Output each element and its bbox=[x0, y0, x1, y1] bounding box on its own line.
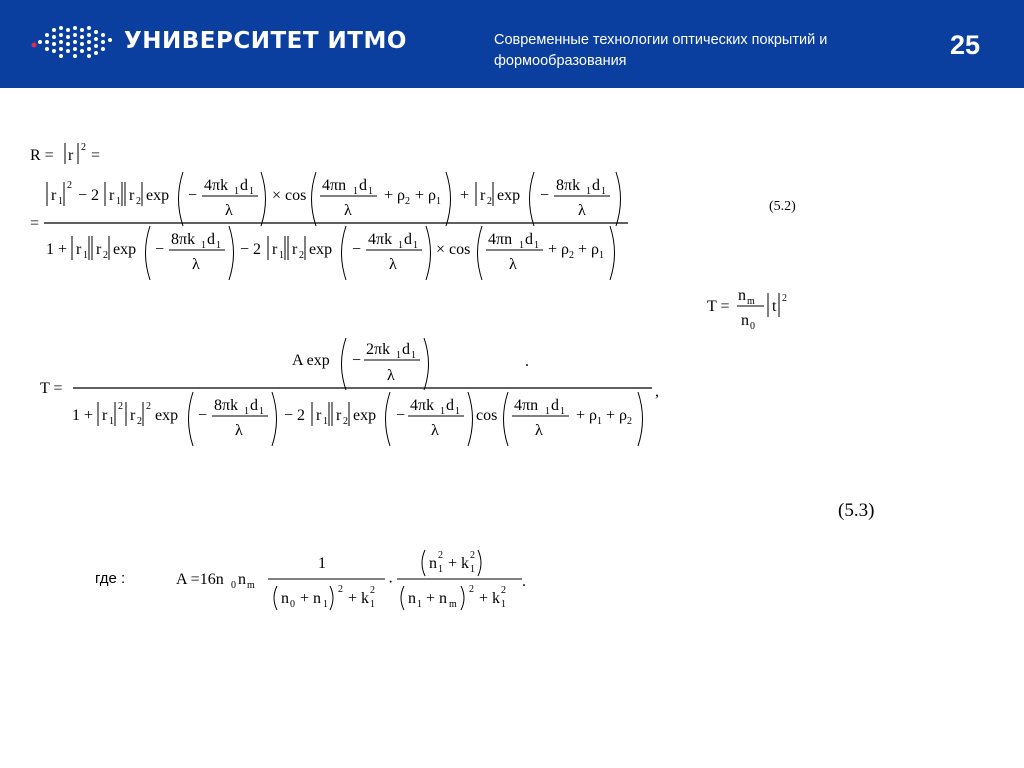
svg-text:2: 2 bbox=[501, 585, 506, 596]
svg-text:4πn: 4πn bbox=[488, 231, 513, 248]
svg-text:2: 2 bbox=[370, 585, 375, 596]
svg-text:.: . bbox=[522, 573, 526, 590]
svg-text:8πk: 8πk bbox=[214, 397, 239, 414]
svg-text:1: 1 bbox=[545, 406, 550, 417]
svg-text:λ: λ bbox=[509, 256, 517, 273]
svg-text:+ ρ: + ρ bbox=[578, 241, 600, 258]
svg-text:R =: R = bbox=[30, 147, 54, 164]
svg-text:− 2: − 2 bbox=[240, 241, 262, 258]
svg-text:2: 2 bbox=[67, 180, 72, 191]
svg-text:+ n: + n bbox=[426, 590, 448, 607]
svg-text:1: 1 bbox=[534, 240, 539, 251]
svg-text:1: 1 bbox=[109, 416, 114, 427]
svg-text:1: 1 bbox=[501, 599, 506, 610]
svg-text:+ ρ: + ρ bbox=[576, 407, 598, 424]
svg-text:2: 2 bbox=[470, 550, 475, 561]
svg-text:+ k: + k bbox=[448, 555, 470, 572]
svg-text:1: 1 bbox=[116, 196, 121, 207]
svg-text:1: 1 bbox=[398, 240, 403, 251]
svg-text:r: r bbox=[130, 407, 136, 424]
svg-text:1: 1 bbox=[586, 186, 591, 197]
svg-text:d: d bbox=[240, 177, 248, 194]
page-number: 25 bbox=[950, 30, 981, 60]
svg-text:1: 1 bbox=[519, 240, 524, 251]
svg-text:2: 2 bbox=[146, 401, 151, 412]
presentation-title-line2: формообразования bbox=[494, 53, 627, 69]
svg-text:λ: λ bbox=[578, 202, 586, 219]
svg-text:r: r bbox=[272, 241, 278, 258]
svg-text:λ: λ bbox=[235, 422, 243, 439]
svg-text:2: 2 bbox=[469, 584, 474, 595]
svg-text:2: 2 bbox=[137, 416, 142, 427]
svg-text:r: r bbox=[316, 407, 322, 424]
svg-text:d: d bbox=[404, 231, 412, 248]
svg-text:d: d bbox=[446, 397, 454, 414]
svg-text:1: 1 bbox=[323, 599, 328, 610]
svg-text:2: 2 bbox=[136, 196, 141, 207]
svg-text:.: . bbox=[525, 353, 529, 370]
svg-text:exp: exp bbox=[309, 241, 333, 258]
svg-text:−: − bbox=[155, 241, 165, 258]
svg-text:1: 1 bbox=[58, 196, 63, 207]
svg-text:1: 1 bbox=[470, 564, 475, 575]
svg-text:1: 1 bbox=[411, 350, 416, 361]
svg-text:1: 1 bbox=[417, 599, 422, 610]
svg-text:=: = bbox=[91, 147, 101, 164]
svg-text:− 2: − 2 bbox=[78, 187, 100, 204]
equation-label-5-3: (5.3) bbox=[838, 500, 875, 521]
svg-text:0: 0 bbox=[290, 599, 295, 610]
svg-text:1: 1 bbox=[244, 406, 249, 417]
svg-text:2: 2 bbox=[405, 196, 410, 207]
svg-text:4πk: 4πk bbox=[204, 177, 229, 194]
equation-label-5-2: (5.2) bbox=[769, 199, 796, 214]
svg-text:1: 1 bbox=[597, 416, 602, 427]
formula-a bbox=[176, 550, 526, 610]
svg-text:8πk: 8πk bbox=[556, 177, 581, 194]
svg-text:1: 1 bbox=[353, 186, 358, 197]
svg-text:1: 1 bbox=[438, 564, 443, 575]
svg-text:2: 2 bbox=[438, 550, 443, 561]
svg-text:1: 1 bbox=[318, 555, 326, 572]
svg-text:d: d bbox=[359, 177, 367, 194]
svg-text:−: − bbox=[352, 352, 362, 369]
svg-text:1: 1 bbox=[601, 186, 606, 197]
svg-text:−: − bbox=[540, 187, 550, 204]
svg-text:1: 1 bbox=[279, 250, 284, 261]
svg-text:A exp: A exp bbox=[292, 352, 330, 369]
svg-text:r: r bbox=[96, 241, 102, 258]
svg-text:2: 2 bbox=[118, 401, 123, 412]
svg-text:4πn: 4πn bbox=[514, 397, 539, 414]
svg-text:r: r bbox=[102, 407, 108, 424]
svg-text:1: 1 bbox=[368, 186, 373, 197]
svg-text:1: 1 bbox=[370, 599, 375, 610]
svg-text:n: n bbox=[738, 287, 746, 304]
svg-text:× cos: × cos bbox=[272, 187, 307, 204]
svg-text:d: d bbox=[592, 177, 600, 194]
svg-text:1: 1 bbox=[560, 406, 565, 417]
svg-text:1: 1 bbox=[259, 406, 264, 417]
svg-text:2: 2 bbox=[81, 142, 86, 153]
svg-text:·: · bbox=[388, 574, 394, 591]
svg-text:n: n bbox=[408, 590, 416, 607]
svg-text:1: 1 bbox=[234, 186, 239, 197]
svg-text:2: 2 bbox=[299, 250, 304, 261]
svg-text:0: 0 bbox=[231, 580, 236, 591]
svg-text:r: r bbox=[51, 187, 57, 204]
svg-text:λ: λ bbox=[387, 367, 395, 384]
svg-text:× cos: × cos bbox=[436, 241, 471, 258]
svg-text:8πk: 8πk bbox=[171, 231, 196, 248]
svg-text:cos: cos bbox=[476, 407, 498, 424]
svg-text:d: d bbox=[250, 397, 258, 414]
svg-text:−: − bbox=[352, 241, 362, 258]
svg-text:+ n: + n bbox=[300, 590, 322, 607]
svg-text:exp: exp bbox=[146, 187, 170, 204]
presentation-title-line1: Современные технологии оптических покрытий и bbox=[494, 32, 828, 48]
svg-text:1: 1 bbox=[599, 250, 604, 261]
svg-text:1 +: 1 + bbox=[46, 241, 68, 258]
svg-text:λ: λ bbox=[431, 422, 439, 439]
svg-text:r: r bbox=[480, 187, 486, 204]
svg-text:1: 1 bbox=[323, 416, 328, 427]
svg-text:r: r bbox=[129, 187, 135, 204]
svg-text:−: − bbox=[188, 187, 198, 204]
svg-text:+ ρ: + ρ bbox=[606, 407, 628, 424]
svg-text:+ ρ: + ρ bbox=[548, 241, 570, 258]
svg-text:1: 1 bbox=[249, 186, 254, 197]
svg-text:−: − bbox=[198, 407, 208, 424]
svg-text:− 2: − 2 bbox=[284, 407, 306, 424]
svg-text:2: 2 bbox=[782, 293, 787, 304]
svg-text:1: 1 bbox=[413, 240, 418, 251]
svg-text:exp: exp bbox=[353, 407, 377, 424]
svg-text:1 +: 1 + bbox=[72, 407, 94, 424]
svg-text:n: n bbox=[741, 312, 749, 329]
svg-text:exp: exp bbox=[113, 241, 137, 258]
svg-text:λ: λ bbox=[535, 422, 543, 439]
svg-text:d: d bbox=[525, 231, 533, 248]
svg-text:m: m bbox=[449, 599, 457, 610]
svg-text:λ: λ bbox=[389, 256, 397, 273]
svg-text:2: 2 bbox=[343, 416, 348, 427]
svg-text:1: 1 bbox=[216, 240, 221, 251]
svg-text:4πk: 4πk bbox=[368, 231, 393, 248]
svg-text:T =: T = bbox=[40, 380, 63, 397]
svg-text:−: − bbox=[396, 407, 406, 424]
svg-text:λ: λ bbox=[225, 202, 233, 219]
svg-text:d: d bbox=[207, 231, 215, 248]
svg-text:1: 1 bbox=[396, 350, 401, 361]
svg-text:0: 0 bbox=[750, 321, 755, 332]
formula-transmittance bbox=[40, 338, 659, 446]
svg-text:2πk: 2πk bbox=[366, 341, 391, 358]
svg-text:+ ρ: + ρ bbox=[415, 187, 437, 204]
svg-text:2: 2 bbox=[627, 416, 632, 427]
svg-text:λ: λ bbox=[192, 256, 200, 273]
svg-text:λ: λ bbox=[344, 202, 352, 219]
svg-text:2: 2 bbox=[338, 584, 343, 595]
svg-text:n: n bbox=[429, 555, 437, 572]
university-name: УНИВЕРСИТЕТ ИТМО bbox=[124, 28, 407, 54]
svg-text:d: d bbox=[551, 397, 559, 414]
svg-text:1: 1 bbox=[201, 240, 206, 251]
svg-text:r: r bbox=[109, 187, 115, 204]
svg-text:4πn: 4πn bbox=[322, 177, 347, 194]
svg-text:m: m bbox=[747, 296, 755, 307]
svg-text:2: 2 bbox=[487, 196, 492, 207]
svg-text:exp: exp bbox=[497, 187, 521, 204]
svg-text:m: m bbox=[247, 580, 255, 591]
svg-text:A =16n: A =16n bbox=[176, 571, 224, 588]
svg-text:+ k: + k bbox=[479, 590, 501, 607]
svg-text:,: , bbox=[655, 383, 659, 400]
svg-text:r: r bbox=[68, 147, 74, 164]
svg-text:1: 1 bbox=[440, 406, 445, 417]
svg-text:d: d bbox=[402, 341, 410, 358]
svg-text:1: 1 bbox=[83, 250, 88, 261]
svg-text:exp: exp bbox=[155, 407, 179, 424]
where-label: где : bbox=[95, 570, 126, 587]
svg-text:2: 2 bbox=[103, 250, 108, 261]
svg-text:+ ρ: + ρ bbox=[384, 187, 406, 204]
svg-text:r: r bbox=[292, 241, 298, 258]
svg-text:+: + bbox=[460, 187, 470, 204]
svg-text:t: t bbox=[772, 298, 777, 315]
svg-text:2: 2 bbox=[569, 250, 574, 261]
svg-text:1: 1 bbox=[436, 196, 441, 207]
svg-text:=: = bbox=[30, 215, 40, 232]
svg-text:4πk: 4πk bbox=[410, 397, 435, 414]
svg-text:T =: T = bbox=[707, 298, 730, 315]
svg-text:1: 1 bbox=[455, 406, 460, 417]
svg-text:r: r bbox=[76, 241, 82, 258]
svg-text:r: r bbox=[336, 407, 342, 424]
svg-text:n: n bbox=[238, 571, 246, 588]
svg-text:+ k: + k bbox=[348, 590, 370, 607]
svg-text:n: n bbox=[281, 590, 289, 607]
